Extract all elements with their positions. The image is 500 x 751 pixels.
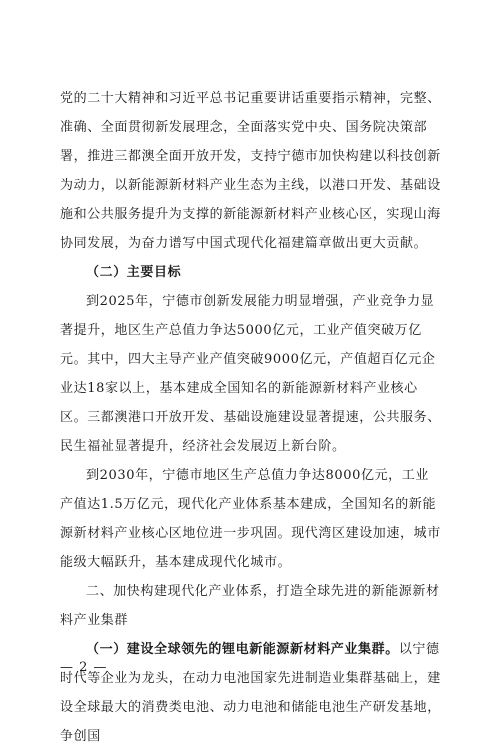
paragraph-lithium-body: 以宁德时代等企业为龙头，在动力电池国家先进制造业集群基础上，建设全球最大的消费类电池、动力电池和储能电池生产研发基地，争创国 bbox=[60, 642, 441, 744]
subsection-heading-main-goals: （二）主要目标 bbox=[86, 265, 182, 280]
paragraph-goals-2030: 到2030年，宁德市地区生产总值力争达8000亿元，工业产值达1.5万亿元，现代化产业体系基本建成，全国知名的新能源新材料产业核心区地位进一步巩固。现代湾区建设加速，城市能级大幅跃升，基本建成现代化城市。 bbox=[60, 468, 441, 570]
section-heading-industrial-system: 二、加快构建现代化产业体系，打造全球先进的新能源新材料产业集群 bbox=[60, 584, 440, 628]
document-body bbox=[60, 84, 442, 751]
paragraph-continuation: 党的二十大精神和习近平总书记重要讲话重要指示精神，完整、准确、全面贯彻新发展理念，全面落实党中央、国务院决策部署，推进三都澳全面开放开发，支持宁德市加快构建以科技创新为动力，以新能源新材料产业生态为主线，以港口开发、基础设施和公共服务提升为支撑的新能源新材料产业核心区，实现山海协同发展，为奋力谱写中国式现代化福建篇章做出更大贡献。 bbox=[60, 91, 441, 251]
paragraph-lead-bold: （一）建设全球领先的锂电新能源新材料产业集群。 bbox=[86, 642, 399, 657]
paragraph-lithium-cluster bbox=[60, 635, 442, 751]
paragraph-goals-2025: 到2025年，宁德市创新发展能力明显增强，产业竞争力显著提升，地区生产总值力争达5000亿元，工业产值突破万亿元。其中，四大主导产业产值突破9000亿元，产值超百亿元企业达18家以上，基本建成全国知名的新能源新材料产业核心区。三都澳港口开放开发、基础设施建设显著提速，公共服务、民生福祉显著提升，经济社会发展迈上新台阶。 bbox=[60, 294, 441, 454]
page-number: — 2 — bbox=[60, 660, 108, 675]
